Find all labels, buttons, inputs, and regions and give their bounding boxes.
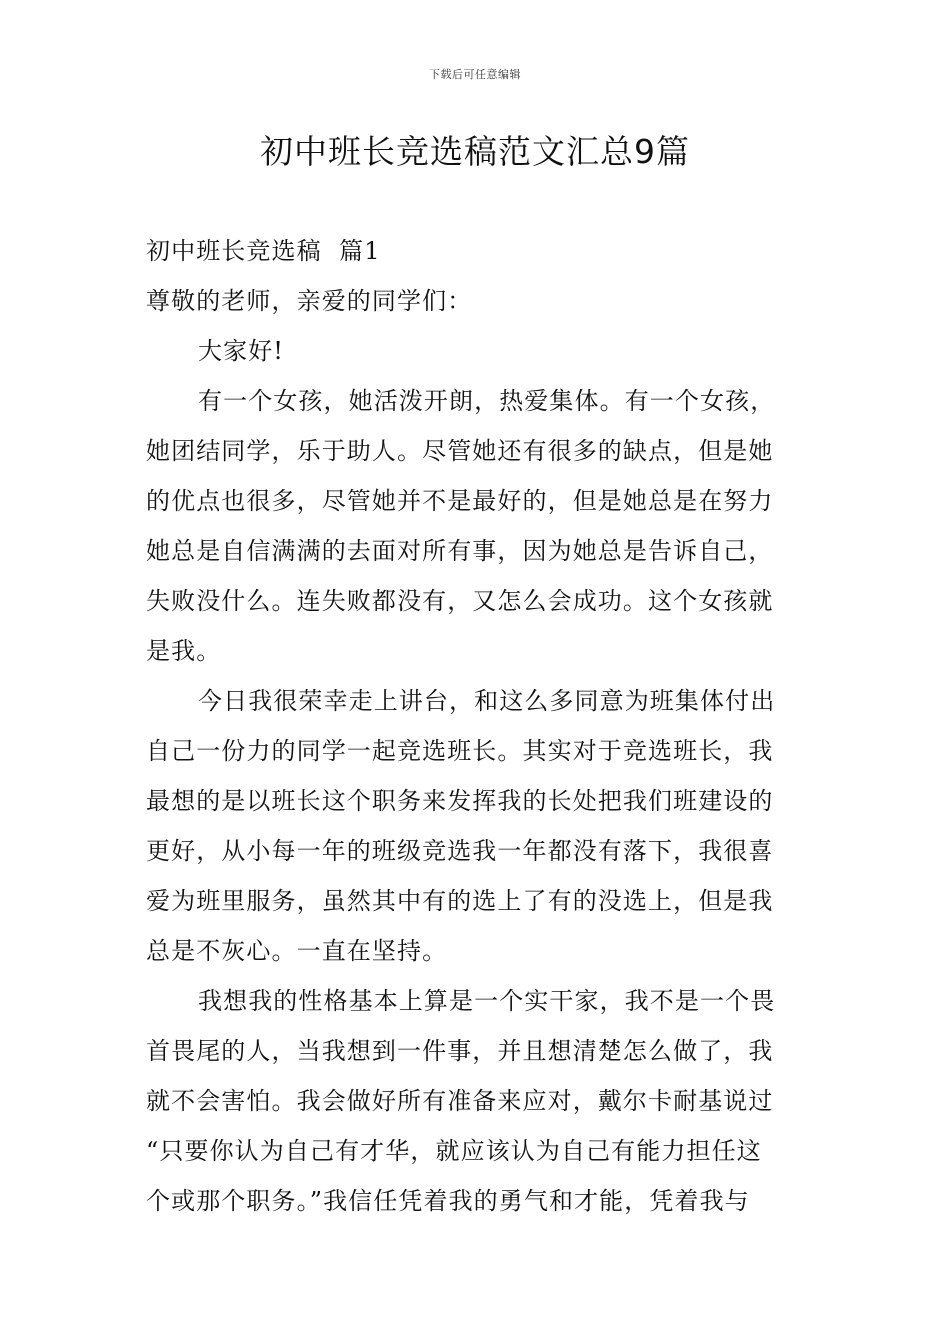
- document-body: [146, 226, 806, 1226]
- header-note: 下载后可任意编辑: [429, 68, 521, 81]
- paragraph-line: 她总是自信满满的去面对所有事，因为她总是告诉自己，: [146, 537, 774, 565]
- paragraph-line: 总是不灰心。一直在坚持。: [146, 937, 448, 965]
- document-title: 初中班长竞选稿范文汇总9篇: [260, 132, 690, 171]
- paragraph-line: 自己一份力的同学一起竞选班长。其实对于竞选班长，我: [146, 737, 774, 765]
- paragraph-line: 首畏尾的人，当我想到一件事，并且想清楚怎么做了，我: [146, 1037, 774, 1065]
- paragraph-line: 有一个女孩，她活泼开朗，热爱集体。有一个女孩，: [198, 387, 776, 415]
- greeting: 大家好!: [198, 337, 285, 365]
- paragraph-line: 是我。: [146, 637, 222, 665]
- paragraph-line: 失败没什么。连失败都没有，又怎么会成功。这个女孩就: [146, 587, 774, 615]
- paragraph-line: 今日我很荣幸走上讲台，和这么多同意为班集体付出: [198, 687, 776, 715]
- paragraph-line: 她团结同学，乐于助人。尽管她还有很多的缺点，但是她: [146, 437, 774, 465]
- paragraph-line: “只要你认为自己有才华，就应该认为自己有能力担任这: [146, 1137, 762, 1165]
- section-heading: 初中班长竞选稿 篇1: [146, 237, 381, 265]
- paragraph-line: 更好，从小每一年的班级竞选我一年都没有落下，我很喜: [146, 837, 774, 865]
- paragraph-line: 就不会害怕。我会做好所有准备来应对，戴尔卡耐基说过: [146, 1087, 774, 1115]
- paragraph-line: 爱为班里服务，虽然其中有的选上了有的没选上，但是我: [146, 887, 774, 915]
- paragraph-line: 最想的是以班长这个职务来发挥我的长处把我们班建设的: [146, 787, 774, 815]
- paragraph-line: 的优点也很多，尽管她并不是最好的，但是她总是在努力: [146, 487, 774, 515]
- salutation: 尊敬的老师，亲爱的同学们：: [146, 287, 473, 315]
- paragraph-line: 个或那个职务。”我信任凭着我的勇气和才能，凭着我与: [146, 1187, 750, 1215]
- paragraph-line: 我想我的性格基本上算是一个实干家，我不是一个畏: [198, 987, 776, 1015]
